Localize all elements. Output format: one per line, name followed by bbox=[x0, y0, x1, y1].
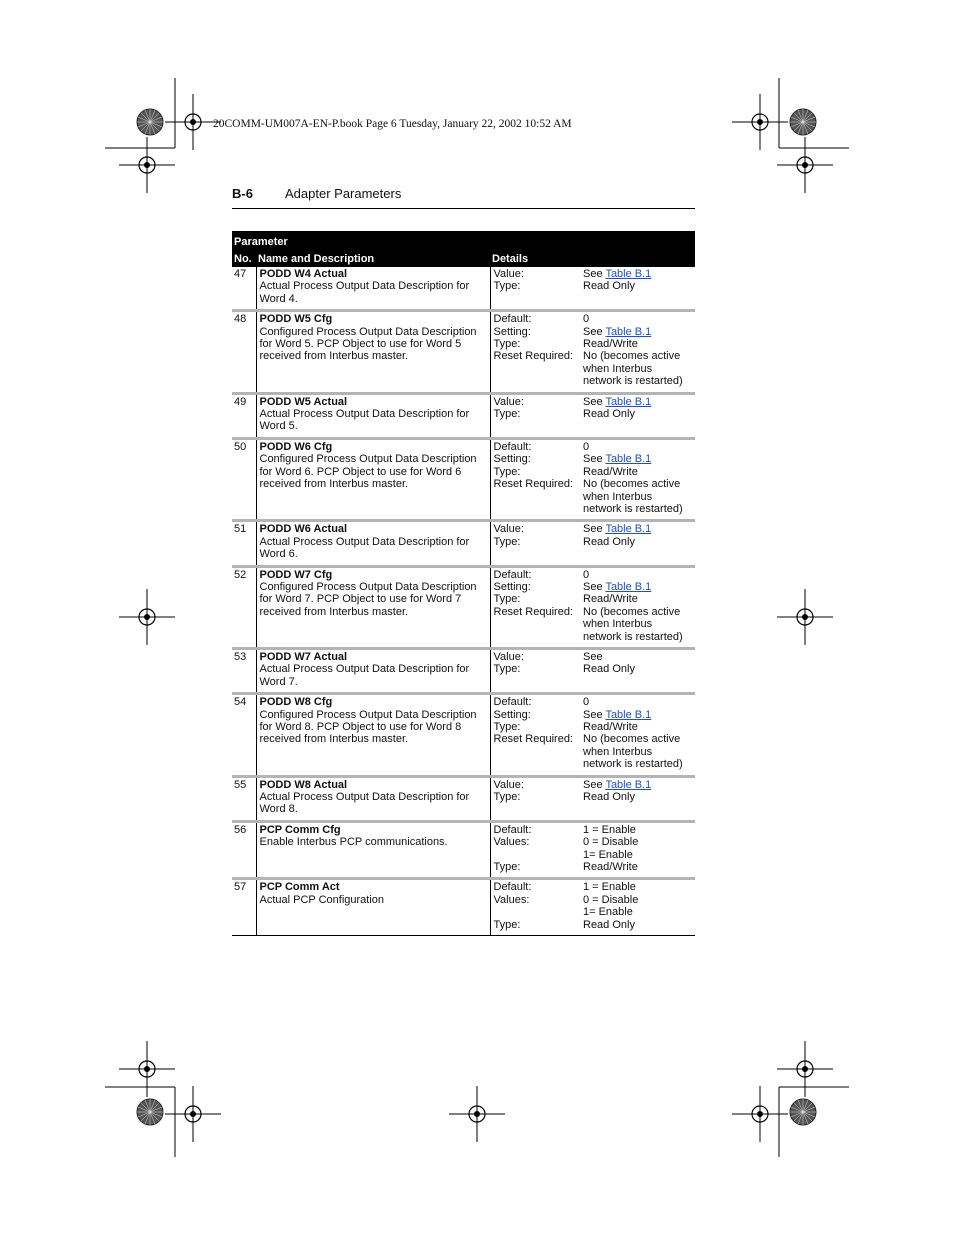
table-row bbox=[232, 438, 695, 520]
detail-labels bbox=[490, 267, 580, 311]
parameter-name: PODD W8 Cfg bbox=[259, 696, 333, 709]
detail-values bbox=[580, 267, 695, 311]
detail-value-text: 0 = Disable bbox=[583, 836, 639, 849]
detail-label: Values: bbox=[493, 836, 530, 849]
detail-value-text: See bbox=[583, 268, 606, 280]
detail-value-text: 0 = Disable bbox=[583, 893, 639, 906]
table-row bbox=[232, 879, 695, 936]
detail-value-text: No (becomes active when Interbus network is restarted) bbox=[583, 350, 683, 388]
detail-value-text: See bbox=[583, 453, 606, 466]
detail-label: Value: bbox=[493, 395, 524, 408]
detail-label: Default: bbox=[493, 440, 532, 453]
detail-value-text: Read Only bbox=[583, 663, 635, 676]
detail-values bbox=[580, 879, 695, 936]
detail-label: Default: bbox=[493, 568, 532, 581]
detail-label: Value: bbox=[493, 778, 524, 791]
table-b1-link[interactable]: Table B.1 bbox=[605, 580, 652, 593]
section-title: Adapter Parameters bbox=[285, 186, 402, 201]
detail-label: Value: bbox=[493, 650, 524, 663]
table-header-parameter: Parameter bbox=[232, 231, 695, 248]
detail-value bbox=[583, 919, 693, 931]
detail-value bbox=[583, 338, 693, 350]
detail-label: Type: bbox=[493, 918, 521, 931]
detail-labels bbox=[490, 694, 580, 776]
detail-label: Type: bbox=[493, 465, 521, 478]
detail-value bbox=[583, 441, 693, 453]
page-number: B-6 bbox=[232, 186, 253, 201]
detail-value-text: No (becomes active when Interbus network is restarted) bbox=[583, 733, 683, 771]
page-header bbox=[232, 184, 695, 209]
parameter-number: 55 bbox=[234, 778, 247, 791]
parameter-number: 52 bbox=[234, 568, 247, 581]
detail-label: Value: bbox=[493, 268, 524, 280]
table-b1-link[interactable]: Table B.1 bbox=[605, 268, 652, 280]
detail-value-text: 1= Enable bbox=[583, 906, 633, 919]
detail-value-text: See bbox=[583, 523, 606, 536]
parameter-description: Configured Process Output Data Description for Word 5. PCP Object to use for Word 5 received from Interbus master. bbox=[259, 325, 477, 363]
parameter-number: 48 bbox=[234, 313, 247, 326]
parameter-name: PODD W4 Actual bbox=[259, 268, 348, 280]
detail-value-text: Read/Write bbox=[583, 465, 638, 478]
detail-value bbox=[583, 894, 693, 906]
starburst-mark-icon bbox=[137, 109, 163, 135]
detail-values bbox=[580, 821, 695, 879]
parameter-description: Configured Process Output Data Description for Word 6. PCP Object to use for Word 6 received from Interbus master. bbox=[259, 453, 477, 491]
starburst-mark-icon bbox=[790, 1099, 816, 1125]
book-info-line: 20COMM-UM007A-EN-P.book Page 6 Tuesday, January 22, 2002 10:52 AM bbox=[213, 118, 572, 130]
detail-value-text: 0 bbox=[583, 313, 590, 326]
table-b1-link[interactable]: Table B.1 bbox=[605, 523, 652, 536]
detail-value bbox=[583, 280, 693, 292]
table-row bbox=[232, 521, 695, 566]
detail-value-text: 1 = Enable bbox=[583, 881, 636, 894]
detail-label: Value: bbox=[493, 523, 524, 536]
parameter-name-cell bbox=[256, 267, 490, 311]
detail-label: Type: bbox=[493, 593, 521, 606]
detail-labels bbox=[490, 393, 580, 438]
table-b1-link[interactable]: Table B.1 bbox=[605, 325, 652, 338]
detail-value bbox=[583, 824, 693, 836]
detail-values bbox=[580, 311, 695, 393]
detail-value-text: Read Only bbox=[583, 918, 635, 931]
detail-value bbox=[583, 593, 693, 605]
registration-mark-icon bbox=[777, 1041, 833, 1097]
parameter-number: 57 bbox=[234, 881, 247, 894]
parameter-number: 51 bbox=[234, 523, 247, 536]
detail-values bbox=[580, 648, 695, 693]
detail-value-text: 1 = Enable bbox=[583, 823, 636, 836]
detail-value bbox=[583, 581, 693, 593]
detail-label: Type: bbox=[493, 791, 521, 804]
parameter-number: 47 bbox=[234, 268, 247, 280]
parameter-name: PODD W8 Actual bbox=[259, 778, 348, 791]
detail-value bbox=[583, 569, 693, 581]
table-b1-link[interactable]: Table B.1 bbox=[605, 453, 652, 466]
parameter-name-cell bbox=[256, 311, 490, 393]
detail-value bbox=[583, 849, 693, 861]
detail-label: Reset Required: bbox=[493, 350, 573, 363]
detail-value-text: Read/Write bbox=[583, 593, 638, 606]
table-row bbox=[232, 776, 695, 821]
detail-label: Default: bbox=[493, 881, 532, 894]
table-row bbox=[232, 694, 695, 776]
table-row bbox=[232, 267, 695, 311]
detail-label: Type: bbox=[493, 338, 521, 351]
table-b1-link[interactable]: Table B.1 bbox=[605, 708, 652, 721]
detail-values bbox=[580, 694, 695, 776]
parameter-description: Actual Process Output Data Description for Word 7. bbox=[259, 663, 470, 688]
detail-label: Reset Required: bbox=[493, 478, 573, 491]
detail-label: Reset Required: bbox=[493, 733, 573, 746]
table-b1-link[interactable]: Table B.1 bbox=[605, 778, 652, 791]
parameter-name: PODD W5 Cfg bbox=[259, 313, 333, 326]
parameter-name: PCP Comm Act bbox=[259, 881, 340, 894]
detail-labels bbox=[490, 648, 580, 693]
detail-value bbox=[583, 721, 693, 733]
detail-value-text: Read/Write bbox=[583, 338, 638, 351]
detail-values bbox=[580, 566, 695, 648]
detail-value-text: Read Only bbox=[583, 280, 635, 293]
registration-mark-icon bbox=[449, 1086, 505, 1142]
parameter-description: Actual PCP Configuration bbox=[259, 893, 385, 906]
registration-mark-icon bbox=[777, 589, 833, 645]
detail-value-text: 0 bbox=[583, 696, 590, 709]
parameter-name-cell bbox=[256, 393, 490, 438]
detail-label: Setting: bbox=[493, 580, 531, 593]
detail-value-text: Read Only bbox=[583, 791, 635, 804]
detail-value-text: 1= Enable bbox=[583, 848, 633, 861]
parameter-name-cell bbox=[256, 879, 490, 936]
detail-label: Setting: bbox=[493, 325, 531, 338]
table-row bbox=[232, 821, 695, 879]
detail-values bbox=[580, 393, 695, 438]
detail-value bbox=[583, 466, 693, 478]
parameter-name-cell bbox=[256, 438, 490, 520]
detail-value-text: No (becomes active when Interbus network is restarted) bbox=[583, 478, 683, 515]
parameter-description: Actual Process Output Data Description for Word 4. bbox=[259, 280, 470, 305]
detail-label: Setting: bbox=[493, 708, 531, 721]
detail-values bbox=[580, 776, 695, 821]
detail-value bbox=[583, 696, 693, 708]
detail-label: Default: bbox=[493, 313, 532, 326]
detail-value bbox=[583, 313, 693, 325]
detail-value bbox=[583, 606, 693, 643]
detail-values bbox=[580, 521, 695, 566]
column-header-details: Details bbox=[490, 248, 695, 267]
table-row bbox=[232, 566, 695, 648]
detail-label: Type: bbox=[493, 280, 521, 293]
parameter-name-cell bbox=[256, 566, 490, 648]
parameter-name: PODD W5 Actual bbox=[259, 395, 348, 408]
detail-labels bbox=[490, 879, 580, 936]
table-row bbox=[232, 311, 695, 393]
detail-value bbox=[583, 663, 693, 675]
detail-value bbox=[583, 396, 693, 408]
detail-label: Type: bbox=[493, 721, 521, 733]
parameter-name: PODD W7 Actual bbox=[259, 650, 348, 663]
detail-value bbox=[583, 836, 693, 848]
parameter-number: 50 bbox=[234, 440, 247, 453]
registration-mark-icon bbox=[119, 137, 175, 193]
detail-value-text: No (becomes active when Interbus network is restarted) bbox=[583, 605, 683, 643]
column-header-no: No. bbox=[232, 248, 256, 267]
detail-label bbox=[494, 849, 579, 861]
starburst-mark-icon bbox=[790, 109, 816, 135]
parameter-name-cell bbox=[256, 521, 490, 566]
detail-label: Type: bbox=[493, 408, 521, 421]
parameter-table bbox=[232, 231, 695, 936]
detail-value-text: See bbox=[583, 650, 603, 663]
detail-values bbox=[580, 438, 695, 520]
detail-value-text: See bbox=[583, 395, 606, 408]
parameter-name-cell bbox=[256, 776, 490, 821]
starburst-mark-icon bbox=[137, 1099, 163, 1125]
parameter-number: 53 bbox=[234, 650, 247, 663]
detail-value bbox=[583, 861, 693, 873]
parameter-name-cell bbox=[256, 694, 490, 776]
column-header-name: Name and Description bbox=[256, 248, 490, 267]
parameter-name: PODD W6 Cfg bbox=[259, 440, 333, 453]
registration-mark-icon bbox=[165, 1086, 221, 1142]
registration-mark-icon bbox=[732, 1086, 788, 1142]
detail-value bbox=[583, 453, 693, 465]
detail-labels bbox=[490, 566, 580, 648]
parameter-description: Actual Process Output Data Description for Word 5. bbox=[259, 408, 470, 433]
detail-value-text: Read Only bbox=[583, 408, 635, 421]
parameter-description: Enable Interbus PCP communications. bbox=[259, 836, 448, 849]
detail-value bbox=[583, 523, 693, 535]
detail-value bbox=[583, 326, 693, 338]
detail-value bbox=[583, 350, 693, 387]
detail-label: Default: bbox=[493, 823, 532, 836]
detail-value bbox=[583, 906, 693, 918]
detail-value bbox=[583, 779, 693, 791]
detail-value bbox=[583, 536, 693, 548]
detail-value bbox=[583, 881, 693, 893]
parameter-number: 49 bbox=[234, 395, 247, 408]
detail-label bbox=[494, 906, 579, 918]
detail-value-text: See bbox=[583, 580, 606, 593]
detail-label: Default: bbox=[493, 696, 532, 709]
table-row bbox=[232, 648, 695, 693]
detail-value bbox=[583, 478, 693, 515]
detail-labels bbox=[490, 521, 580, 566]
detail-label: Type: bbox=[493, 535, 521, 548]
detail-labels bbox=[490, 438, 580, 520]
registration-mark-icon bbox=[119, 1041, 175, 1097]
detail-value-text: 0 bbox=[583, 440, 590, 453]
detail-value-text: Read/Write bbox=[583, 721, 638, 733]
registration-mark-icon bbox=[119, 589, 175, 645]
detail-value-text: See bbox=[583, 325, 606, 338]
registration-mark-icon bbox=[732, 94, 788, 150]
detail-label: Type: bbox=[493, 861, 521, 874]
detail-label: Reset Required: bbox=[493, 605, 573, 618]
parameter-number: 56 bbox=[234, 823, 247, 836]
parameter-description: Actual Process Output Data Description for Word 8. bbox=[259, 791, 470, 816]
detail-value bbox=[583, 651, 693, 663]
parameter-name-cell bbox=[256, 648, 490, 693]
parameter-description: Configured Process Output Data Description for Word 7. PCP Object to use for Word 7 received from Interbus master. bbox=[259, 580, 477, 618]
detail-value bbox=[583, 268, 693, 280]
detail-value-text: Read/Write bbox=[583, 861, 638, 874]
detail-labels bbox=[490, 821, 580, 879]
registration-mark-icon bbox=[777, 137, 833, 193]
detail-value bbox=[583, 408, 693, 420]
parameter-number: 54 bbox=[234, 696, 247, 709]
detail-labels bbox=[490, 311, 580, 393]
detail-value bbox=[583, 791, 693, 803]
table-row bbox=[232, 393, 695, 438]
detail-value-text: See bbox=[583, 778, 606, 791]
parameter-name: PODD W6 Actual bbox=[259, 523, 348, 536]
detail-label: Values: bbox=[493, 893, 530, 906]
table-body bbox=[232, 267, 695, 936]
detail-value-text: See bbox=[583, 708, 606, 721]
parameter-description: Configured Process Output Data Description for Word 8. PCP Object to use for Word 8 received from Interbus master. bbox=[259, 708, 477, 746]
detail-value-text: 0 bbox=[583, 568, 590, 581]
detail-labels bbox=[490, 776, 580, 821]
parameter-name-cell bbox=[256, 821, 490, 879]
parameter-name: PODD W7 Cfg bbox=[259, 568, 333, 581]
detail-label: Type: bbox=[493, 663, 521, 676]
detail-label: Setting: bbox=[493, 453, 531, 466]
table-b1-link[interactable]: Table B.1 bbox=[605, 395, 652, 408]
parameter-description: Actual Process Output Data Description for Word 6. bbox=[259, 535, 470, 561]
parameter-name: PCP Comm Cfg bbox=[259, 823, 341, 836]
detail-value bbox=[583, 709, 693, 721]
detail-value-text: Read Only bbox=[583, 535, 635, 548]
detail-value bbox=[583, 733, 693, 770]
